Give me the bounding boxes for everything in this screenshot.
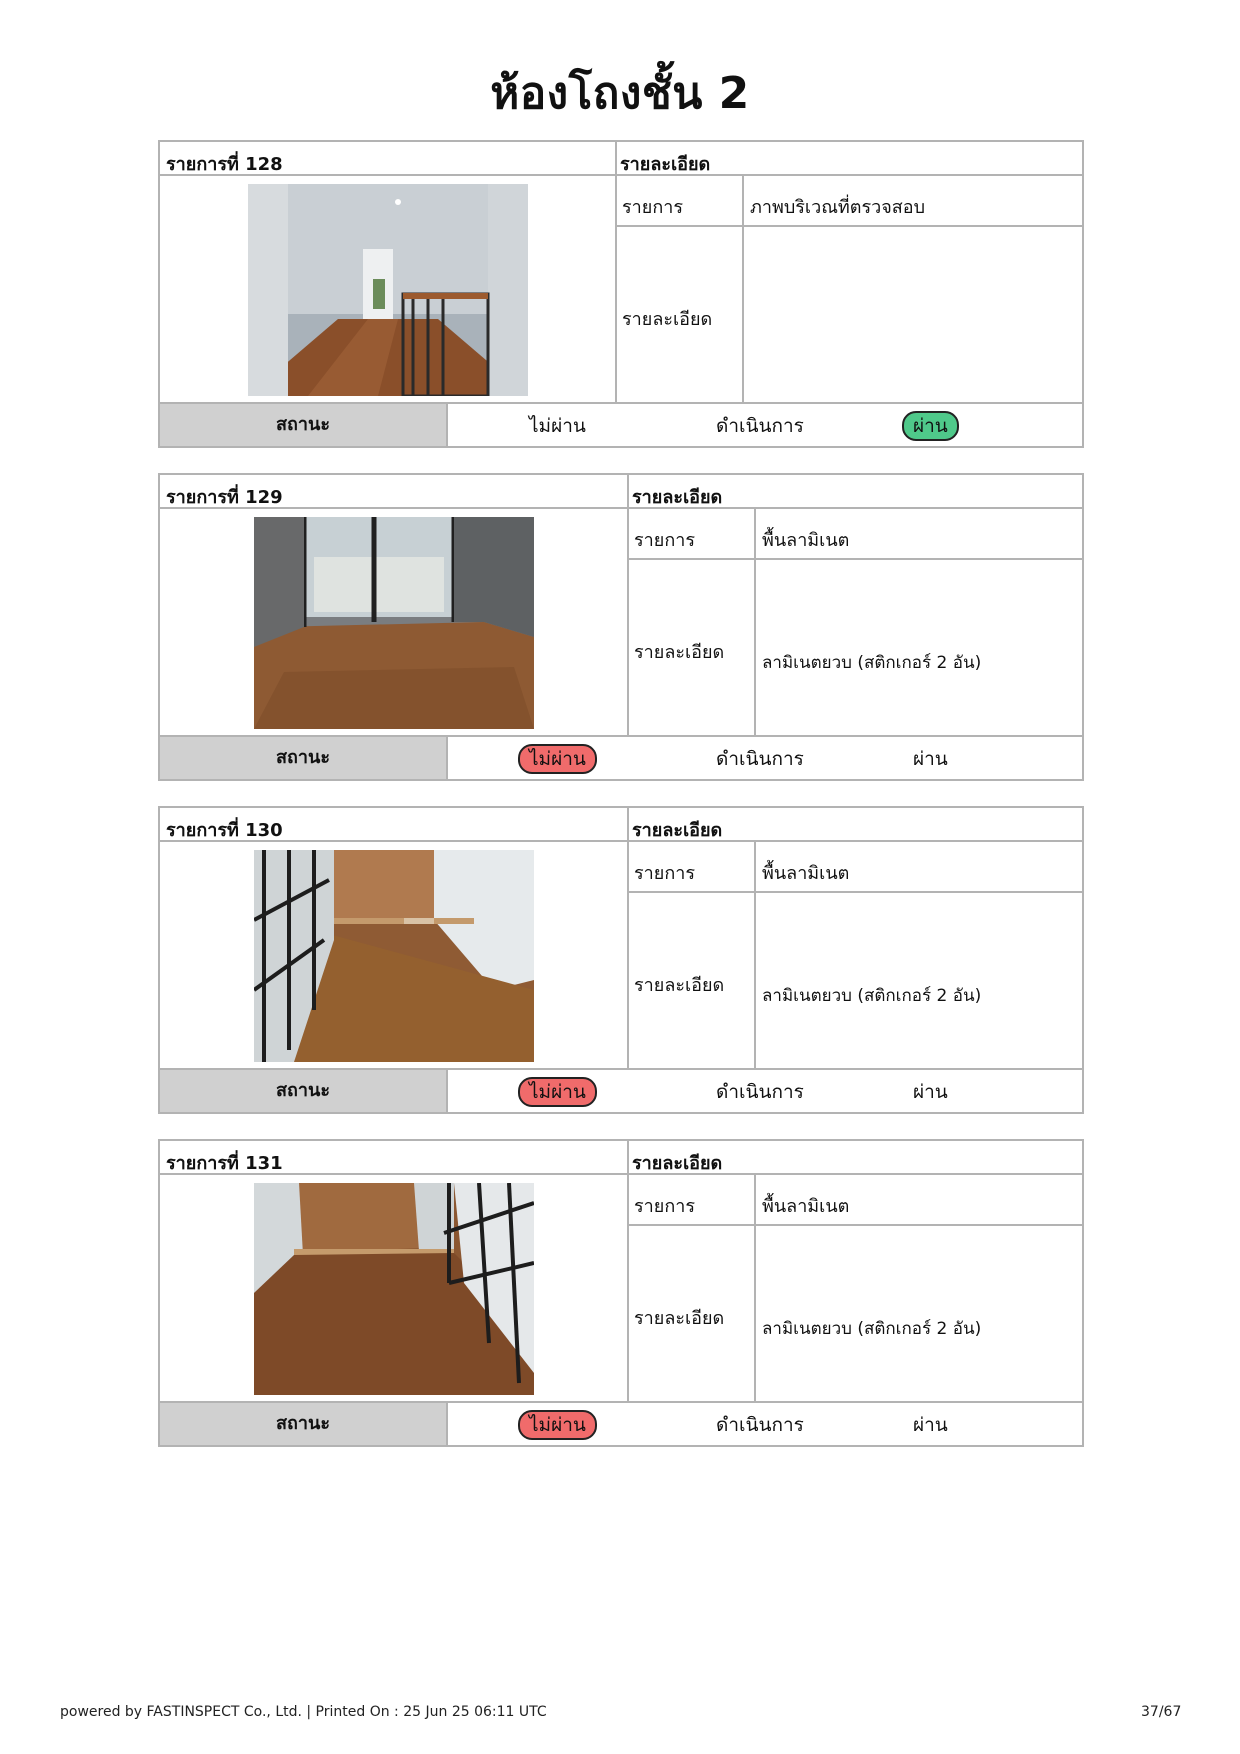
detail-field-label: รายละเอียด	[634, 642, 725, 663]
card-header	[160, 475, 1082, 509]
status-option-pass[interactable]: ผ่าน	[913, 1414, 948, 1436]
status-label: สถานะ	[160, 737, 448, 779]
card-header	[160, 1141, 1082, 1175]
footer-printed-info: powered by FASTINSPECT Co., Ltd. | Printed On : 25 Jun 25 06:11 UTC	[60, 1704, 547, 1720]
item-value: ภาพบริเวณที่ตรวจสอบ	[750, 197, 925, 218]
inspection-card-129	[158, 473, 1084, 781]
status-option-fail[interactable]: ไม่ผ่าน	[518, 744, 597, 774]
item-number: รายการที่ 131	[166, 1153, 283, 1174]
item-value: พื้นลามิเนต	[762, 863, 850, 884]
inspection-card-128	[158, 140, 1084, 448]
detail-header: รายละเอียด	[632, 820, 723, 841]
status-label: สถานะ	[160, 1403, 448, 1445]
status-row	[160, 1401, 1082, 1445]
item-number: รายการที่ 128	[166, 154, 283, 175]
detail-field-label: รายละเอียด	[634, 975, 725, 996]
status-option-in-progress[interactable]: ดำเนินการ	[716, 415, 804, 437]
item-field-label: รายการ	[634, 1196, 695, 1217]
inspection-card-130	[158, 806, 1084, 1114]
detail-value: ลามิเนตยวบ (สติกเกอร์ 2 อัน)	[762, 1319, 982, 1339]
detail-value: ลามิเนตยวบ (สติกเกอร์ 2 อัน)	[762, 986, 982, 1006]
detail-header: รายละเอียด	[632, 1153, 723, 1174]
inspection-photo[interactable]	[254, 850, 534, 1062]
status-row	[160, 735, 1082, 779]
page-title: ห้องโถงชั้น 2	[490, 68, 750, 119]
detail-value: ลามิเนตยวบ (สติกเกอร์ 2 อัน)	[762, 653, 982, 673]
status-row	[160, 402, 1082, 446]
item-value: พื้นลามิเนต	[762, 530, 850, 551]
inspection-photo[interactable]	[248, 184, 528, 396]
status-option-fail[interactable]: ไม่ผ่าน	[518, 1077, 597, 1107]
footer-page-number: 37/67	[1141, 1704, 1182, 1720]
item-field-label: รายการ	[634, 863, 695, 884]
item-field-label: รายการ	[622, 197, 683, 218]
item-number: รายการที่ 129	[166, 487, 283, 508]
status-row	[160, 1068, 1082, 1112]
detail-field-label: รายละเอียด	[634, 1308, 725, 1329]
status-option-pass[interactable]: ผ่าน	[902, 411, 959, 441]
status-option-in-progress[interactable]: ดำเนินการ	[716, 1081, 804, 1103]
status-option-pass[interactable]: ผ่าน	[913, 1081, 948, 1103]
detail-header: รายละเอียด	[632, 487, 723, 508]
status-option-fail[interactable]: ไม่ผ่าน	[529, 415, 586, 437]
card-header	[160, 142, 1082, 176]
status-label: สถานะ	[160, 1070, 448, 1112]
inspection-photo[interactable]	[254, 517, 534, 729]
inspection-card-131	[158, 1139, 1084, 1447]
status-option-fail[interactable]: ไม่ผ่าน	[518, 1410, 597, 1440]
detail-header: รายละเอียด	[620, 154, 711, 175]
item-value: พื้นลามิเนต	[762, 1196, 850, 1217]
status-label: สถานะ	[160, 404, 448, 446]
status-option-in-progress[interactable]: ดำเนินการ	[716, 1414, 804, 1436]
status-option-in-progress[interactable]: ดำเนินการ	[716, 748, 804, 770]
card-header	[160, 808, 1082, 842]
detail-field-label: รายละเอียด	[622, 309, 713, 330]
status-option-pass[interactable]: ผ่าน	[913, 748, 948, 770]
item-field-label: รายการ	[634, 530, 695, 551]
item-number: รายการที่ 130	[166, 820, 283, 841]
inspection-photo[interactable]	[254, 1183, 534, 1395]
